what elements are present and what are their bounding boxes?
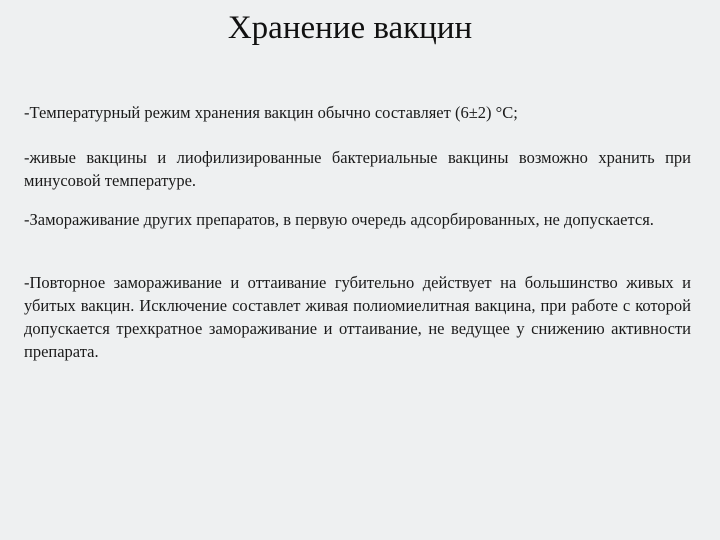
paragraph-live-vaccines: -живые вакцины и лиофилизированные бактериальные вакцины возможно хранить при минусовой температуре. bbox=[24, 148, 691, 190]
paragraph-storage-temperature: -Температурный режим хранения вакцин обычно составляет (6±2) °С; bbox=[24, 103, 518, 122]
paragraph-repeated-freezing: -Повторное замораживание и оттаивание губительно действует на большинство живых и убитых вакцин. Исключение составлет живая полиомиелитная вакцина, при работе с которой допускается трехкратное замораживание и оттаивание, не ведущее у снижению активности препарата. bbox=[24, 273, 691, 361]
paragraph-freezing-not-allowed: -Замораживание других препаратов, в первую очередь адсорбированных, не допускается. bbox=[24, 210, 654, 229]
slide-title: Хранение вакцин bbox=[227, 10, 473, 46]
